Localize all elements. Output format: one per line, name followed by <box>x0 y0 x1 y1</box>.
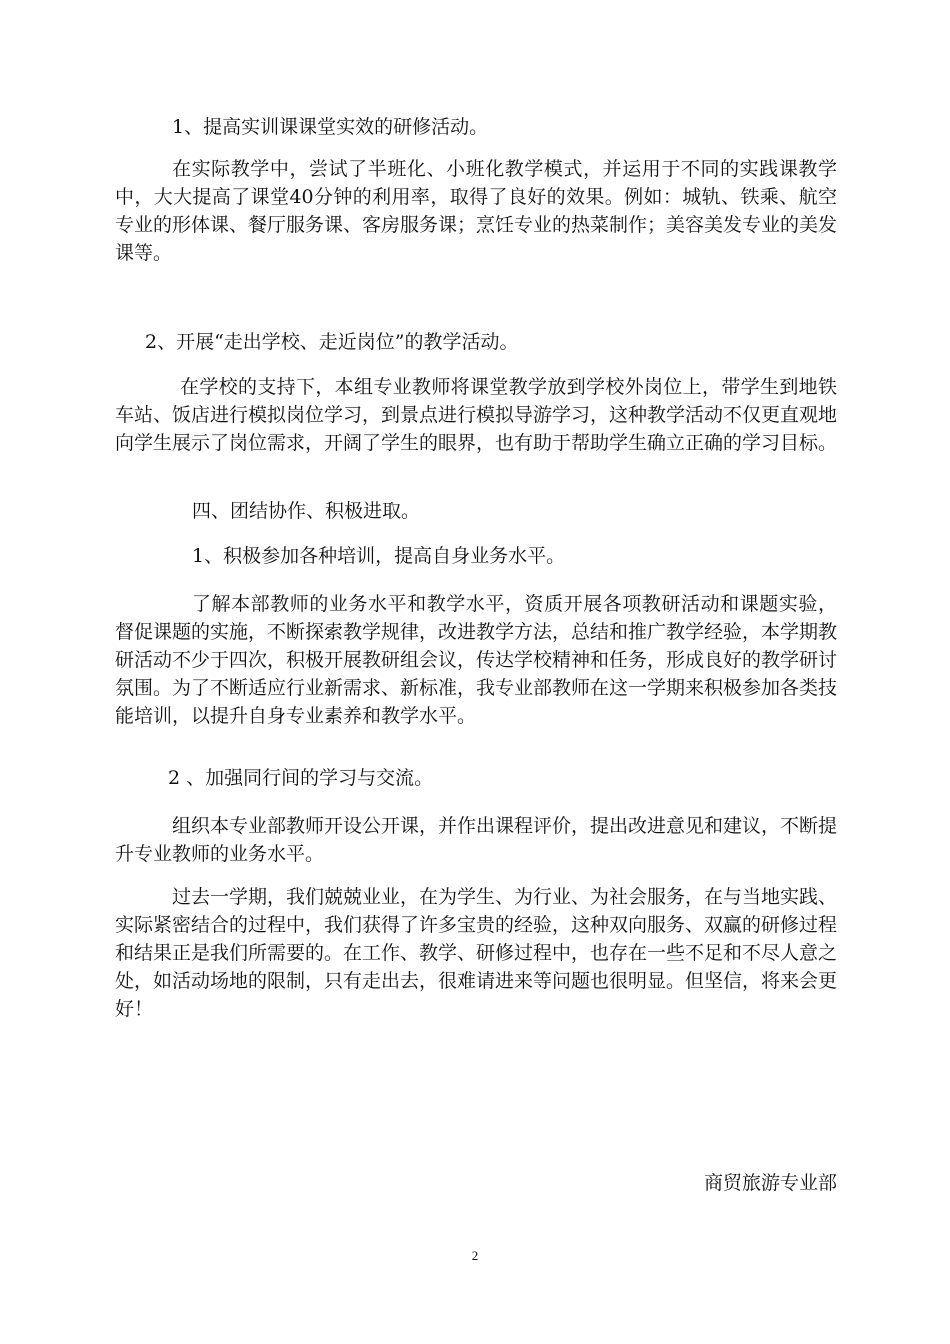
paragraph-1: 在实际教学中，尝试了半班化、小班化教学模式，并运用于不同的实践课教学中，大大提高了课堂40分钟的利用率，取得了良好的效果。例如：城轨、铁乘、航空专业的形体课、餐厅服务课、客房服务课；烹饪专业的热菜制作；美容美发专业的美发课等。 <box>115 158 838 264</box>
section-heading-1: 1、提高实训课课堂实效的研修活动。 <box>172 116 489 138</box>
section-heading-3: 四、团结协作、积极进取。 <box>192 500 421 522</box>
page-number: 2 <box>471 1248 479 1263</box>
paragraph-4: 组织本专业部教师开设公开课，并作出课程评价，提出改进意见和建议，不断提升专业教师的业务水平。 <box>115 815 838 865</box>
section-heading-2: 2、开展“走出学校、走近岗位”的教学活动。 <box>145 331 519 353</box>
paragraph-3: 了解本部教师的业务水平和教学水平，资质开展各项教研活动和课题实验，督促课题的实施，不断探索教学规律，改进教学方法，总结和推广教学经验，本学期教研活动不少于四次，积极开展教研组会议，传达学校精神和任务，形成良好的教学研讨氛围。为了不断适应行业新需求、新标准，我专业部教师在这一学期来积极参加各类技能培训，以提升自身专业素养和教学水平。 <box>115 593 838 727</box>
paragraph-5: 过去一学期，我们兢兢业业，在为学生、为行业、为社会服务，在与当地实践、实际紧密结合的过程中，我们获得了许多宝贵的经验，这种双向服务、双赢的研修过程和结果正是我们所需要的。在工作、教学、研修过程中，也存在一些不足和不尽人意之处，如活动场地的限制，只有走出去，很难请进来等问题也很明显。但坚信，将来会更好！ <box>115 886 838 1020</box>
paragraph-2: 在学校的支持下，本组专业教师将课堂教学放到学校外岗位上，带学生到地铁车站、饭店进行模拟岗位学习，到景点进行模拟导游学习，这种教学活动不仅更直观地向学生展示了岗位需求，开阔了学生的眼界，也有助于帮助学生确立正确的学习目标。 <box>115 376 838 454</box>
subsection-heading-2: 2 、加强同行间的学习与交流。 <box>168 767 434 789</box>
signature-department: 商贸旅游专业部 <box>703 1172 837 1194</box>
subsection-heading-1: 1、积极参加各种培训，提高自身业务水平。 <box>192 545 566 567</box>
